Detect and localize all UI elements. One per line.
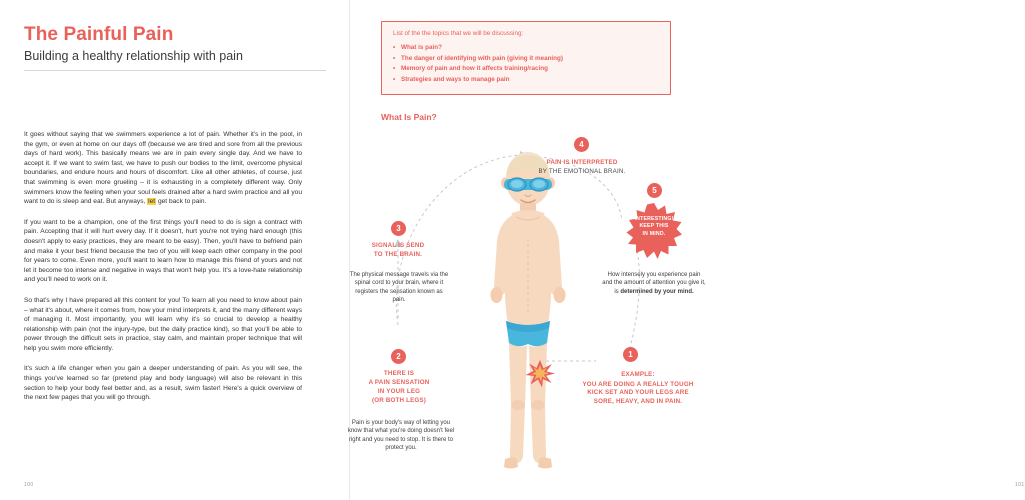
paragraph-1-text: It goes without saying that we swimmers experience a lot of pain. Whether it's in the pool, in the gym, or even at home on our days off (because we are tired and sore from all the previous days of hard work). This basically means we are in pain every single day. And we have to accept it. If we want to swim fast, we have to push our bodies to the limit, overcome physical boundaries, and endure hours and hours of discomfort. Like all other athletes, of course, just that swimming is even more grueling – it is exhausting in a completely different way. Only swimmers know the feeling when your soul feels drained after a hard swim practice and all you want to do is sleep and eat. But anyways, xyxy=(24,131,302,206)
step-5-text-pre: How intensely you experience pain and the amount of attention you give it, is xyxy=(602,272,706,295)
step-2-text: Pain is your body's way of letting you know that what you're doing doesn't feel right and you need to stop. It is there to protect you. xyxy=(347,420,455,452)
pain-pathway-diagram xyxy=(347,125,706,500)
step-2-caption-line2: A PAIN SENSATION xyxy=(368,379,430,386)
paragraph-1-tail: get back to pain. xyxy=(156,198,207,206)
step-5-text-bold: determined by your mind. xyxy=(620,288,694,295)
step-1-number: 1 xyxy=(623,347,638,362)
folio-left: 100 xyxy=(24,482,34,488)
step-1-caption: EXAMPLE: xyxy=(621,371,655,378)
topic-item-3: • Memory of pain and how it affects training/racing xyxy=(393,64,659,75)
step-5-starburst-badge xyxy=(626,203,682,259)
paragraph-3: So that's why I have prepared all this content for you! To learn all you need to know about pain – what it's about, where it comes from, how your mind interprets it, and the many different ways of managing it. Most importantly, you will learn why it's so crucial to develop a healthy relationship with pain (not the injury-type, but the daily practice kind), so that you'll be able to power through the difficult sets in practice, stay calm, and maintain proper technique that will help you swim more efficiently. xyxy=(24,296,302,352)
swimmer-figure-illustration xyxy=(468,143,588,473)
topic-item-1: • What is pain? xyxy=(393,43,659,54)
topic-item-4: • Strategies and ways to manage pain xyxy=(393,75,659,86)
topics-callout-box xyxy=(381,21,671,95)
step-3-text: The physical message travels via the spinal cord to your brain, where it registers the sensation known as pain. xyxy=(349,272,449,304)
step-2-caption-line1: THERE IS xyxy=(383,370,415,377)
step-5-badge-line3: IN MIND. xyxy=(642,230,666,237)
step-1-text: YOU ARE DOING A REALLY TOUGH KICK SET AND YOUR LEGS ARE SORE, HEAVY, AND IN PAIN. xyxy=(582,381,694,405)
topics-heading: List of the the topics that we will be discussing: xyxy=(393,30,524,37)
section-heading: What Is Pain? xyxy=(381,112,437,122)
topics-list xyxy=(393,43,659,85)
step-2-caption-line4: (OR BOTH LEGS) xyxy=(371,397,427,404)
step-3-caption-line2: TO THE BRAIN. xyxy=(373,251,423,258)
step-5-badge-line2: KEEP THIS xyxy=(639,223,669,230)
page-subtitle: Building a healthy relationship with pain xyxy=(24,49,243,63)
article-body xyxy=(24,130,302,414)
topic-item-2: • The danger of identifying with pain (giving it meaning) xyxy=(393,54,659,65)
step-5-text xyxy=(602,271,706,296)
step-3-caption-line1: SIGNAL IS SEND xyxy=(371,242,425,249)
folio-right: 101 xyxy=(1015,482,1025,488)
title-divider xyxy=(24,70,326,71)
step-5-badge-line1: INTERESTING! xyxy=(634,216,674,222)
step-4-caption-line1: PAIN IS INTERPRETED xyxy=(546,159,618,166)
page-title: The Painful Pain xyxy=(24,24,174,45)
step-5-number: 5 xyxy=(647,183,662,198)
paragraph-2: If you want to be a champion, one of the first things you'll need to do is sign a contract with pain. Accepting that it will hurt every day. If it doesn't, hurt you're not trying hard enough (this doesn't apply to easy practices, they are meant to be easy). Then, you'll have to befriend pain and make it your best friend because the two of you will keep each other company in the pool for years to come. Even more, you'll want to learn how to manage this friend of yours and not let it become too intense and negative in ways that won't help you. It's a love-hate relationship and you'll need to work on it. xyxy=(24,218,302,284)
paragraph-4: It's such a life changer when you gain a deeper understanding of pain. As you will see, the things you've learned so far (pretend play and body language) will also be relevant in this section to help your body feel better and, as a result, swim faster! Here's a quick overview of the next few pages that you will go through. xyxy=(24,365,302,402)
left-page xyxy=(0,0,350,500)
step-2-caption-line3: IN YOUR LEG xyxy=(377,388,421,395)
step-4-number: 4 xyxy=(574,137,589,152)
highlighted-word: let xyxy=(148,198,156,206)
step-4-caption-line2: BY THE EMOTIONAL BRAIN. xyxy=(538,168,626,175)
paragraph-1 xyxy=(24,130,302,207)
step-2-number: 2 xyxy=(391,349,406,364)
step-3-number: 3 xyxy=(391,221,406,236)
